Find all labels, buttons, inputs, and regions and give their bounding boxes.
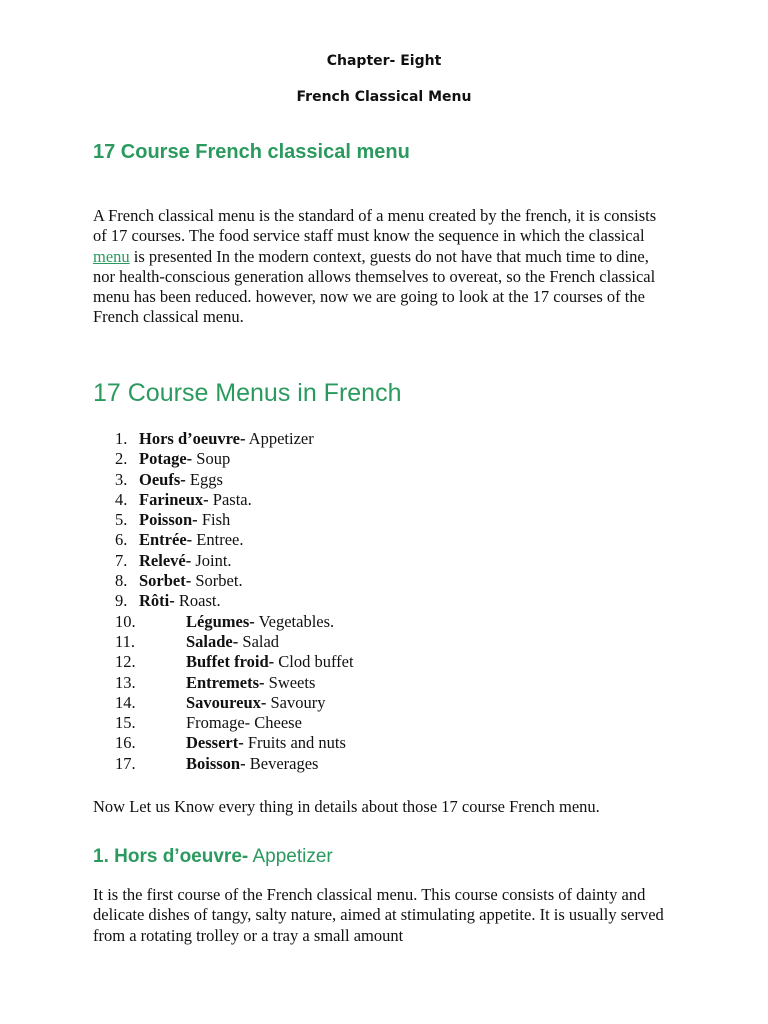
course-term: Buffet froid- [186,652,275,672]
list-item-number: 4. [115,489,128,509]
course-term: Poisson- [139,510,198,530]
list-item-number: 7. [115,550,128,570]
list-item-text [186,733,346,753]
closing-paragraph: Now Let us Know every thing in details about those 17 course French menu. [93,797,600,816]
course-term: Rôti- [139,591,175,611]
list-item [93,510,653,530]
chapter-title: Chapter- Eight [326,53,442,69]
list-item-number: 2. [115,449,128,469]
hors-doeuvre-paragraph: It is the first course of the French classical menu. This course consists of dainty and delicate dishes of tangy, salty nature, aimed at stimulating appetite. It is usually served from a rotating trolley or a tray a small amount [93,885,664,945]
course-list [93,429,653,774]
list-item [93,490,653,510]
list-item-number: 8. [115,571,128,591]
heading-rest-part: Appetizer [248,846,333,867]
course-description: Entree. [192,530,244,550]
course-term: Dessert- [186,733,244,753]
course-term: Farineux- [139,489,209,509]
list-item [93,632,653,652]
course-description: Roast. [174,591,221,611]
course-term: Entremets- [186,672,265,692]
course-description: Savoury [266,692,326,712]
course-term: Relevé- [139,550,192,570]
list-item-number: 9. [115,591,128,611]
list-item-text [186,673,315,693]
course-description: Eggs [185,469,223,489]
course-description: Fruits and nuts [243,733,346,753]
list-item [93,693,653,713]
course-description: Appetizer [245,429,314,448]
list-item-text [139,530,243,550]
course-description: Sorbet. [191,571,243,591]
course-description: Fromage- Cheese [186,713,302,733]
list-item-text [186,754,318,774]
list-item-text [186,652,354,672]
list-item-number: 16. [115,733,136,753]
chapter-subtitle: French Classical Menu [296,89,472,105]
intro-text-start: A French classical menu is the standard of a menu created by the french, it is consists of 17 courses. The food service staff must know the sequence in which the classical [93,206,657,246]
list-item [93,530,653,550]
course-description: Beverages [245,753,319,773]
course-description: Sweets [264,672,316,692]
list-item-number: 10. [115,611,136,631]
list-item-text [139,470,223,490]
list-item-number: 17. [115,753,136,773]
intro-paragraph [93,206,673,328]
list-item-number: 13. [115,672,136,692]
list-item-number: 1. [115,429,128,448]
section-heading-course-menus: 17 Course Menus in French [93,379,402,407]
course-term: Savoureux- [186,692,267,712]
list-item-text [139,429,314,449]
menu-link[interactable]: menu [93,246,130,266]
list-item-text [139,551,232,571]
list-item-text [139,591,221,611]
list-item-text [139,490,252,510]
list-item [93,652,653,672]
course-term: Potage- [139,449,193,469]
list-item [93,429,653,449]
list-item [93,754,653,774]
list-item-text [186,713,302,733]
heading-bold-part: 1. Hors d’oeuvre- [93,846,249,867]
list-item [93,551,653,571]
list-item-text [186,612,334,632]
list-item-number: 6. [115,530,128,550]
list-item-number: 5. [115,510,128,530]
course-term: Hors d’oeuvre- [139,429,246,448]
list-item-number: 3. [115,469,128,489]
list-item [93,673,653,693]
course-term: Boisson- [186,753,246,773]
list-item-number: 12. [115,652,136,672]
course-term: Entrée- [139,530,193,550]
list-item [93,449,653,469]
list-item-number: 11. [115,631,136,651]
course-description: Soup [192,449,231,469]
list-item-number: 14. [115,692,136,712]
course-description: Pasta. [208,489,252,509]
list-item [93,733,653,753]
course-term: Légumes- [186,611,255,631]
list-item-text [139,449,230,469]
intro-text-end: is presented In the modern context, guests do not have that much time to dine, nor health-conscious generation allows themselves to overeat, so the French classical menu has been reduced. however, now we are going to look at the 17 courses of the French classical menu. [93,246,656,327]
section-heading-hors-doeuvre [93,846,333,868]
list-item [93,713,653,733]
list-item-text [139,510,230,530]
course-term: Oeufs- [139,469,186,489]
list-item [93,612,653,632]
list-item-text [186,693,326,713]
list-item [93,591,653,611]
course-term: Salade- [186,631,239,651]
section-heading-17-course: 17 Course French classical menu [93,141,410,163]
course-description: Salad [238,631,280,651]
list-item-number: 15. [115,713,136,733]
course-description: Vegetables. [254,611,335,631]
course-description: Fish [197,510,231,530]
course-description: Clod buffet [274,652,354,672]
list-item-text [139,571,243,591]
course-description: Joint. [191,550,232,570]
list-item [93,470,653,490]
course-term: Sorbet- [139,571,192,591]
list-item [93,571,653,591]
list-item-text [186,632,279,652]
